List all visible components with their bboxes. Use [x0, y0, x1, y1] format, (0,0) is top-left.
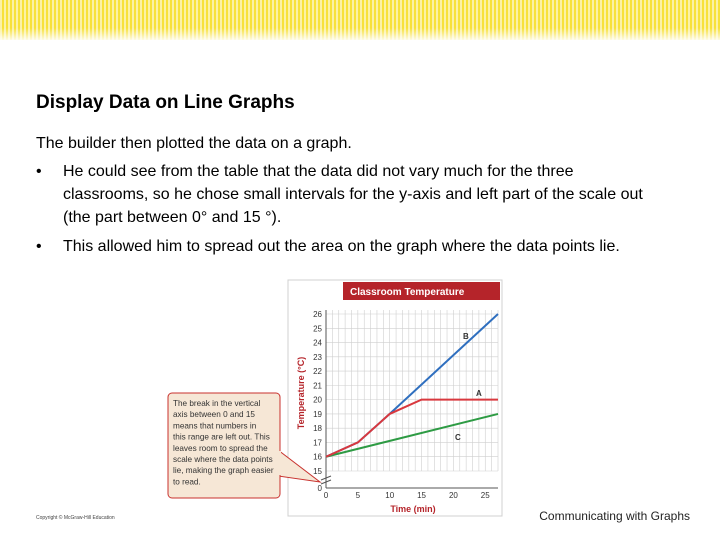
y-tick-label: 19 [313, 409, 322, 419]
y-tick-label: 26 [313, 310, 322, 319]
y-tick-label: 16 [313, 452, 322, 462]
y-tick-label: 24 [313, 338, 322, 348]
bullet-marker: • [36, 238, 42, 255]
x-tick-label: 20 [448, 491, 458, 500]
chart-title: Classroom Temperature [350, 287, 465, 298]
callout-text-line: lie, making the graph easier [173, 466, 274, 476]
y-tick-label: 0 [317, 484, 322, 493]
y-tick-label: 23 [313, 352, 322, 362]
series-label-b: B [463, 332, 469, 341]
callout-joint [276, 451, 281, 475]
bullet-text: He could see from the table that the data did not vary much for the three classrooms, so he chose small intervals for the y-axis and left part of the scale out (the part between 0° and 15 °). [63, 163, 643, 226]
y-tick-label: 21 [313, 381, 322, 391]
x-tick-label: 10 [385, 491, 395, 500]
callout-text-line: scale where the data points [173, 455, 273, 464]
y-tick-label: 22 [313, 367, 322, 377]
intro-text: The builder then plotted the data on a graph. [36, 135, 352, 152]
callout-text-line: The break in the vertical [173, 399, 261, 408]
y-axis-label: Temperature (°C) [296, 356, 306, 430]
y-tick-label: 15 [313, 467, 322, 476]
bullet-marker: • [36, 163, 42, 180]
callout-text-line: means that numbers in [173, 421, 257, 431]
bullet-text: This allowed him to spread out the area on the graph where the data points lie. [63, 238, 620, 255]
x-tick-label: 5 [355, 491, 361, 500]
callout-text-line: this range are left out. This [173, 432, 270, 442]
x-tick-label: 25 [480, 491, 490, 500]
copyright-text: Copyright © McGraw-Hill Education [36, 515, 115, 521]
callout-text-line: axis between 0 and 15 [173, 410, 255, 420]
y-tick-label: 17 [313, 438, 322, 448]
slide-title: Display Data on Line Graphs [36, 92, 295, 113]
x-tick-label: 0 [323, 491, 329, 500]
y-tick-label: 25 [313, 324, 322, 334]
x-tick-label: 15 [417, 491, 427, 500]
y-tick-label: 18 [313, 424, 322, 434]
footer-text: Communicating with Graphs [539, 509, 690, 523]
y-tick-label: 20 [313, 395, 322, 405]
series-label-c: C [455, 433, 461, 442]
series-label-a: A [476, 389, 482, 398]
x-axis-label: Time (min) [390, 504, 436, 514]
callout-text-line: to read. [173, 477, 201, 487]
callout-text-line: leaves room to spread the [173, 443, 268, 453]
